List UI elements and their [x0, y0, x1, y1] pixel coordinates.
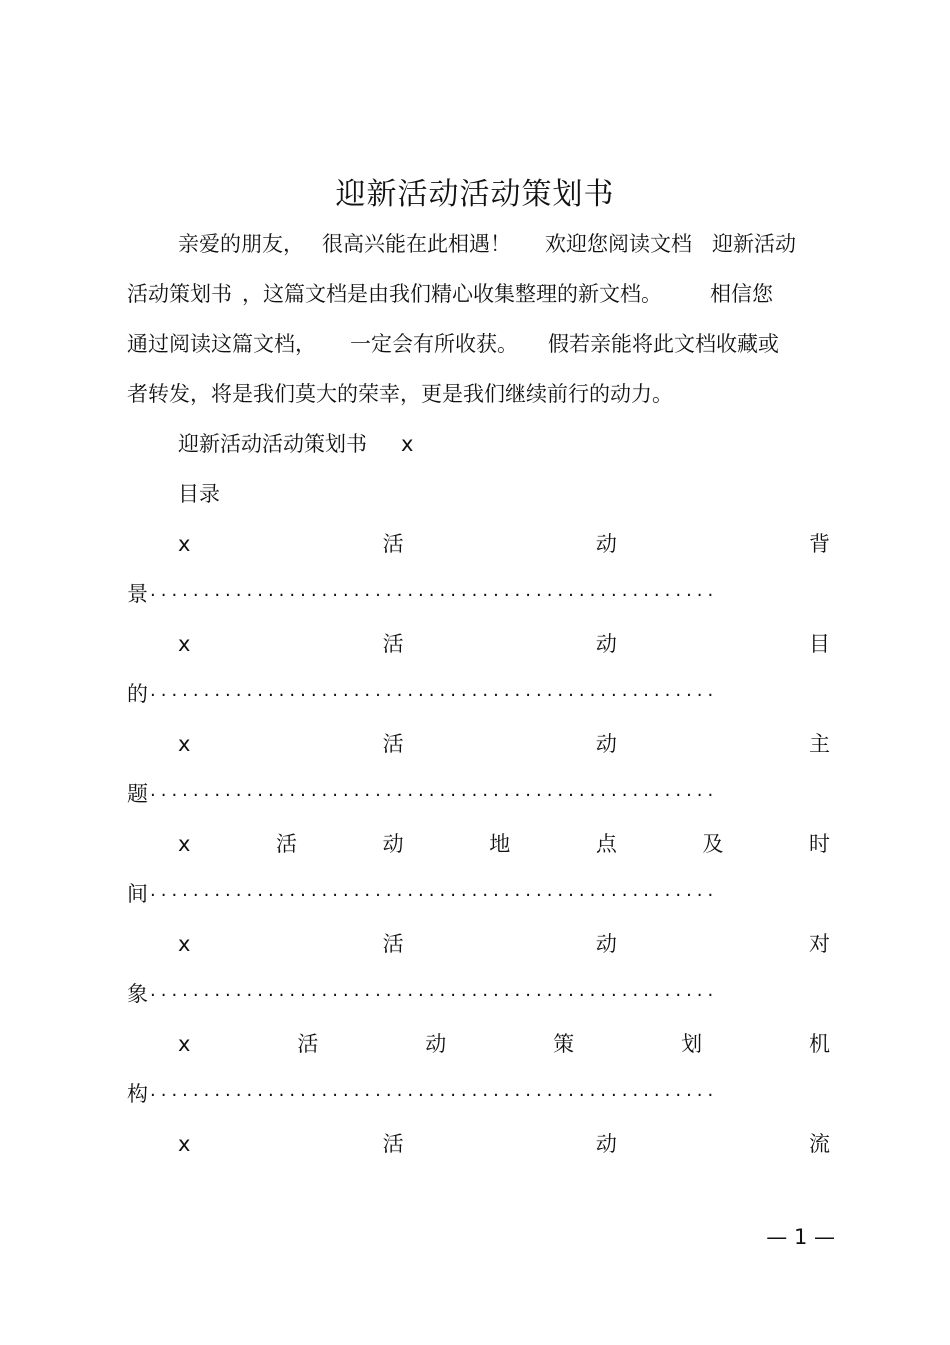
intro-line-1	[178, 229, 878, 259]
toc-entry-char: 活	[382, 932, 404, 956]
toc-leader-dots: ·····················································	[150, 885, 719, 906]
toc-entry-tail	[127, 879, 841, 911]
toc-entry-tail	[127, 1079, 841, 1111]
toc-entry[interactable]	[178, 529, 830, 559]
toc-entry[interactable]	[178, 1029, 830, 1059]
toc-entry-char: 活	[382, 532, 404, 556]
toc-entry[interactable]	[178, 929, 830, 959]
toc-label: 目录	[178, 482, 220, 506]
toc-entry-char: 背	[809, 532, 830, 556]
toc-entry-tail-char: 景	[127, 582, 148, 606]
toc-entry-char: 机	[808, 1032, 830, 1056]
toc-entry-tail	[127, 779, 841, 811]
toc-entry-char: 策	[553, 1032, 575, 1056]
intro-text: 通过阅读这篇文档，	[127, 332, 316, 356]
toc-entry-char: x	[178, 932, 191, 956]
toc-entry-tail	[127, 579, 841, 611]
toc-entry-tail-char: 间	[127, 882, 148, 906]
toc-entry-char: 活	[382, 632, 404, 656]
toc-entry-char: x	[178, 832, 191, 856]
doc-heading-text: 迎新活动活动策划书	[178, 432, 367, 456]
toc-entry-tail-char: 象	[127, 982, 148, 1006]
toc-entry-char: 时	[809, 832, 830, 856]
intro-text: 迎新活动	[712, 232, 796, 256]
toc-entry-char: 活	[297, 1032, 319, 1056]
toc-leader-dots: ·····················································	[150, 1085, 719, 1106]
toc-entry-char: 流	[809, 1132, 830, 1156]
toc-entry-char: 点	[595, 832, 617, 856]
toc-entry-char: 划	[681, 1032, 703, 1056]
toc-entry-char: x	[178, 632, 191, 656]
toc-leader-dots: ·····················································	[150, 985, 719, 1006]
toc-entry-char: 主	[809, 732, 830, 756]
toc-entry-char: x	[178, 1132, 191, 1156]
toc-leader-dots: ·····················································	[150, 785, 719, 806]
intro-text: 相信您	[710, 282, 773, 306]
toc-entry-char: x	[178, 532, 191, 556]
document-title: 迎新活动活动策划书	[335, 177, 615, 212]
page-number: — 1 —	[766, 1225, 835, 1249]
toc-entry-char: 活	[382, 732, 404, 756]
toc-entry-char: 对	[809, 932, 830, 956]
toc-entry-char: 动	[425, 1032, 447, 1056]
intro-text: 一定会有所收获。	[350, 332, 518, 356]
toc-entry[interactable]	[178, 829, 830, 859]
intro-line-4: 者转发，将是我们莫大的荣幸，更是我们继续前行的动力。	[127, 382, 673, 406]
toc-entry[interactable]	[178, 1129, 830, 1159]
intro-text: 欢迎您阅读文档	[545, 232, 692, 256]
intro-text: 亲爱的朋友，	[178, 232, 304, 256]
toc-entry[interactable]	[178, 729, 830, 759]
doc-heading	[178, 429, 878, 459]
toc-entry-tail-char: 构	[127, 1082, 148, 1106]
toc-leader-dots: ·····················································	[150, 585, 719, 606]
intro-text: 很高兴能在此相遇！	[322, 232, 511, 256]
toc-entry-char: 地	[489, 832, 511, 856]
toc-entry-tail	[127, 979, 841, 1011]
toc-leader-dots: ·····················································	[150, 685, 719, 706]
intro-text: 活动策划书	[127, 282, 232, 306]
toc-entry-char: 活	[382, 1132, 404, 1156]
toc-entry-char: x	[178, 732, 191, 756]
toc-entry-char: 动	[595, 732, 617, 756]
intro-line-3	[127, 329, 827, 359]
toc-entry-tail-char: 的	[127, 682, 148, 706]
toc-entry-char: 动	[595, 532, 617, 556]
intro-text: ，这篇文档是由我们精心收集整理的新文档。	[242, 282, 662, 306]
toc-entry-char: 动	[382, 832, 404, 856]
toc-entry-char: x	[178, 1032, 191, 1056]
toc-entry-char: 及	[702, 832, 724, 856]
toc-entry-char: 目	[809, 632, 830, 656]
toc-entry[interactable]	[178, 629, 830, 659]
toc-entry-char: 活	[276, 832, 298, 856]
doc-heading-x: x	[401, 432, 414, 456]
intro-text: 假若亲能将此文档收藏或	[548, 332, 779, 356]
toc-entry-char: 动	[595, 1132, 617, 1156]
toc-entry-tail-char: 题	[127, 782, 148, 806]
toc-entry-char: 动	[595, 632, 617, 656]
toc-entry-char: 动	[595, 932, 617, 956]
intro-line-2	[127, 279, 827, 309]
toc-entry-tail	[127, 679, 841, 711]
